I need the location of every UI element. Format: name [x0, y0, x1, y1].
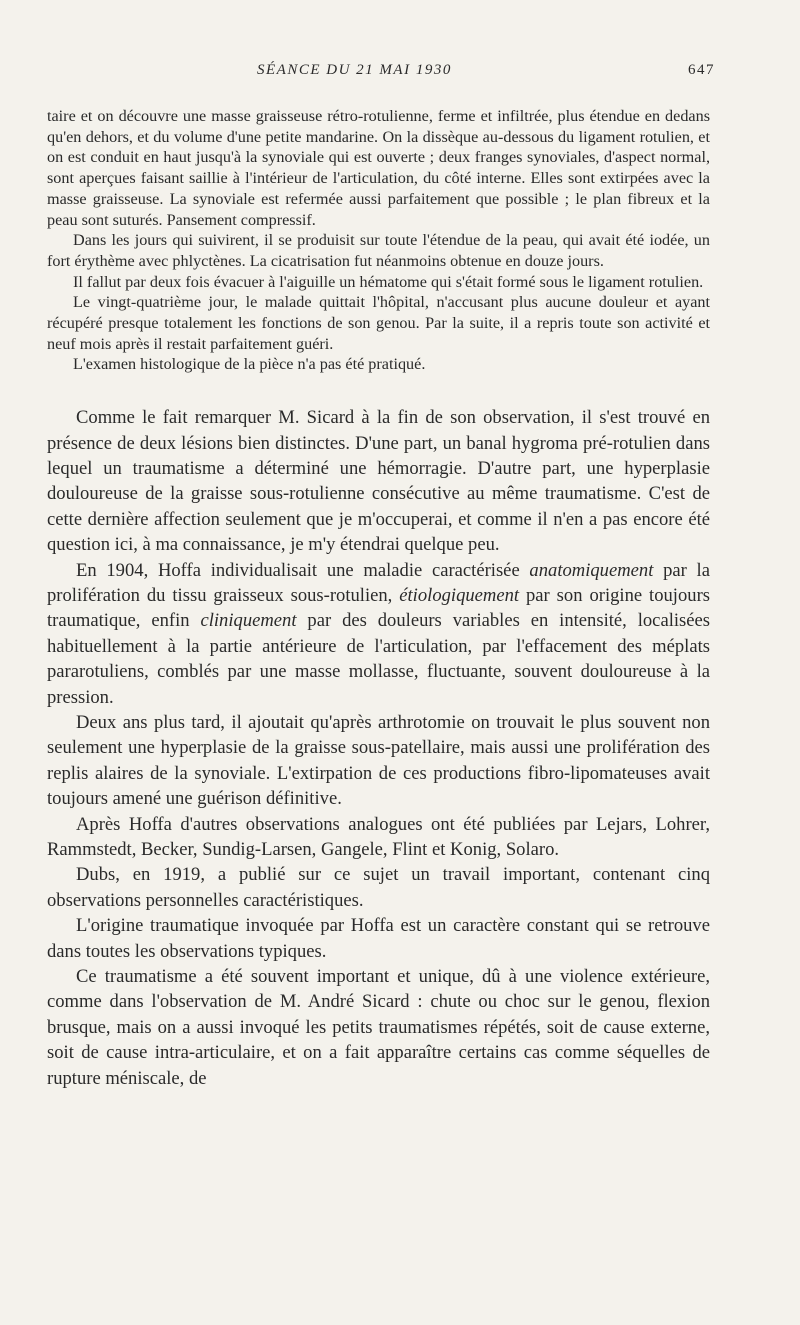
italic-term: cliniquement — [200, 610, 297, 632]
body-paragraph-hoffa — [47, 558, 710, 710]
body-paragraph: Dubs, en 1919, a publié sur ce sujet un travail important, contenant cinq observations personnelles caractéristiques. — [47, 864, 710, 911]
case-paragraph: Le vingt-quatrième jour, le malade quittait l'hôpital, n'accusant plus aucune douleur et ayant récupéré presque totalement les fonctions de son genou. Par la suite, il a repris toute son activité et neuf mois après il restait parfaitement guéri. — [47, 293, 710, 353]
body-paragraph: L'origine traumatique invoquée par Hoffa est un caractère constant qui se retrouve dans toutes les observations typiques. — [47, 915, 710, 962]
body-paragraph: Après Hoffa d'autres observations analogues ont été publiées par Lejars, Lohrer, Rammstedt, Becker, Sundig-Larsen, Gangele, Flint et Konig, Solaro. — [47, 813, 710, 861]
italic-term: anatomiquement — [529, 559, 654, 581]
running-header — [47, 62, 715, 84]
discussion — [47, 405, 710, 1091]
case-paragraph: taire et on découvre une masse graisseuse rétro-rotulienne, ferme et infiltrée, plus étendue en dedans qu'en dehors, et du volume d'une petite mandarine. On la dissèque au-dessous du ligament rotulien, et on est conduit en haut jusqu'à la synoviale qui est ouverte ; deux franges synoviales, d'aspect normal, sont aperçues faisant saillie à l'intérieur de l'articulation, du côté interne. Elles sont extirpées avec la masse graisseuse. La synoviale est refermée aussi parfaitement que possible ; le plan fibreux et la peau sont suturés. Pansement compressif. — [47, 107, 710, 229]
italic-term: étiologiquement — [399, 584, 520, 606]
case-paragraph: L'examen histologique de la pièce n'a pas été pratiqué. — [73, 355, 426, 374]
text-run: par des douleurs variables en intensité, localisées habituellement à la partie antérieure de l'articulation, par l'effacement des méplats pararotuliens, comblés par une masse mollasse, fluctuante, souvent douloureuse à la pression. — [47, 610, 711, 708]
case-paragraph: Dans les jours qui suivirent, il se produisit sur toute l'étendue de la peau, qui avait été iodée, un fort érythème avec phlyctènes. La cicatrisation fut néanmoins obtenue en douze jours. — [47, 231, 710, 270]
body-paragraph: Comme le fait remarquer M. Sicard à la fin de son observation, il s'est trouvé en présence de deux lésions bien distinctes. D'une part, un banal hygroma pré-rotulien dans lequel un traumatisme a déterminé une hémorragie. D'autre part, une hyperplasie douloureuse de la graisse sous-rotulienne consécutive au même traumatisme. C'est de cette dernière affection seulement que je m'occuperai, et comme il n'en a pas encore été question ici, à ma connaissance, je m'y étendrai quelque peu. — [47, 407, 710, 556]
case-report — [47, 106, 710, 375]
case-paragraph: Il fallut par deux fois évacuer à l'aiguille un hématome qui s'était formé sous le ligament rotulien. — [73, 272, 704, 291]
body-paragraph: Ce traumatisme a été souvent important et unique, dû à une violence extérieure, comme dans l'observation de M. André Sicard : chute ou choc sur le genou, flexion brusque, mais on a aussi invoqué les petits traumatismes répétés, soit de cause externe, soit de cause intra-articulaire, et on a fait apparaître certains cas comme séquelles de rupture méniscale, de — [47, 966, 710, 1089]
body-paragraph: Deux ans plus tard, il ajoutait qu'après arthrotomie on trouvait le plus souvent non seulement une hyperplasie de la graisse sous-patellaire, mais aussi une prolifération des replis alaires de la synoviale. L'extirpation de ces productions fibro-lipomateuses avait toujours amené une guérison définitive. — [47, 712, 710, 810]
page-title: SÉANCE DU 21 MAI 1930 — [257, 62, 452, 78]
text-run: par son origine toujours traumatique, enfin — [47, 584, 710, 632]
text-run: par la prolifération du tissu graisseux sous-rotulien, — [47, 559, 710, 606]
page-number: 647 — [688, 62, 715, 78]
text-run: En 1904, Hoffa individualisait une maladie caractérisée — [76, 559, 530, 581]
